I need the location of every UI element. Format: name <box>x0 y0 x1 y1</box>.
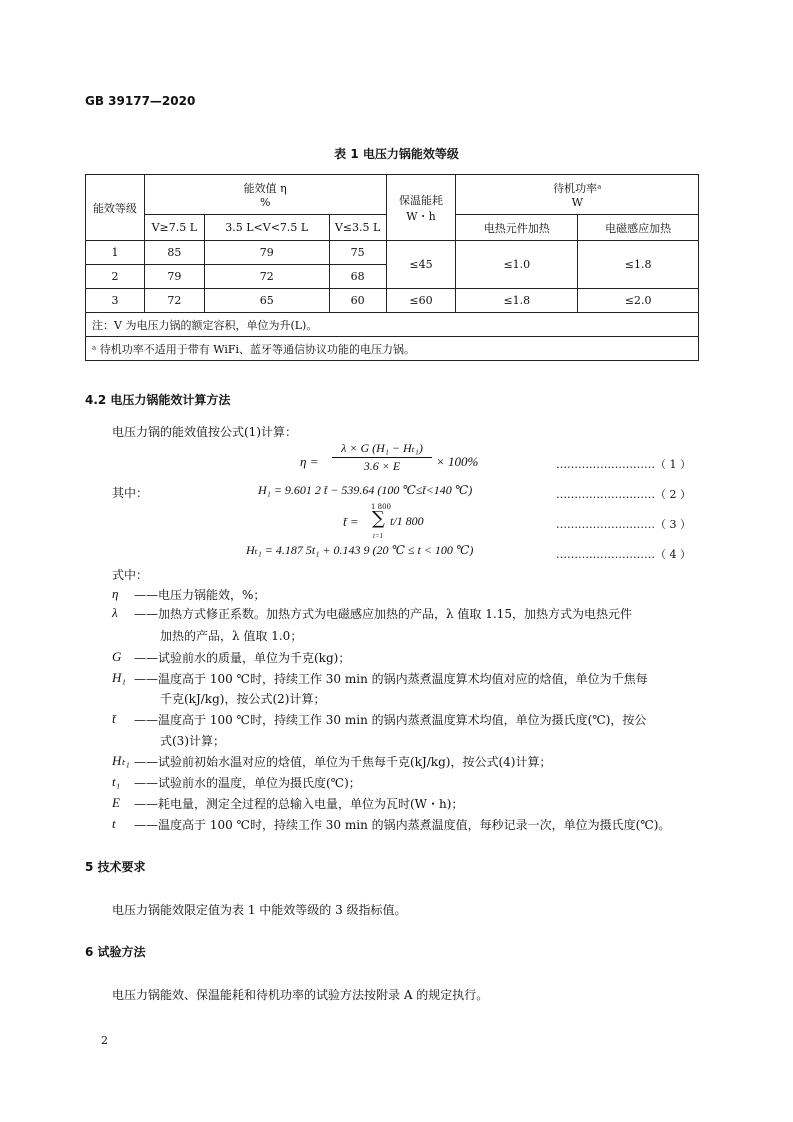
def-symbol: Hₜ₁ <box>112 753 130 768</box>
cell-elem-12: ≤1.0 <box>456 241 578 289</box>
section-4-2-intro: 电压力锅的能效值按公式(1)计算： <box>112 425 297 439</box>
cell-v2: 65 <box>204 289 329 313</box>
header-standby-unit: W <box>571 196 583 209</box>
formula-3-number: ………………………（ 3 ） <box>556 518 691 531</box>
cell-v1: 72 <box>144 289 204 313</box>
header-grade: 能效等级 <box>86 175 145 241</box>
formula-1-lhs: η = <box>300 454 319 469</box>
sub-v1: V≥7.5 L <box>144 215 204 241</box>
sigma-symbol: ∑ <box>372 508 385 529</box>
def-symbol: G <box>112 649 122 664</box>
fraction-bar <box>332 457 432 458</box>
def-text: ——试验前初始水温对应的焓值，单位为千焦每千克(kJ/kg)，按公式(4)计算； <box>134 755 552 769</box>
sum-upper-limit: 1 800 <box>370 503 392 511</box>
header-keep-warm <box>386 175 456 241</box>
where-label: 其中： <box>112 486 149 500</box>
formula-1-fraction <box>332 441 432 474</box>
def-text: ——温度高于 100 ℃时，持续工作 30 min 的锅内蒸煮温度值，每秒记录一次，单位为摄氏度(℃)。 <box>134 818 671 832</box>
def-symbol: t₁ <box>112 774 121 789</box>
def-symbol: E <box>112 795 120 810</box>
header-efficiency-unit: % <box>259 196 271 209</box>
header-standby-label: 待机功率ᵃ <box>553 182 602 195</box>
formula-1-numerator: λ × G (H₁ − Hₜ₁) <box>341 441 423 455</box>
def-text: ——温度高于 100 ℃时，持续工作 30 min 的锅内蒸煮温度算术均值，单位为摄氏度(℃)，按公 <box>134 713 647 727</box>
header-standby <box>456 175 699 215</box>
cell-v1: 85 <box>144 241 204 265</box>
section-5-heading: 5 技术要求 <box>85 860 146 874</box>
formula-3-lhs: t̄ = <box>343 514 359 529</box>
section-5-body: 电压力锅能效限定值为表 1 中能效等级的 3 级指标值。 <box>112 903 407 917</box>
def-symbol: t <box>112 816 116 831</box>
def-text: ——温度高于 100 ℃时，持续工作 30 min 的锅内蒸煮温度算术均值对应的焓值，单位为千焦每 <box>134 672 648 686</box>
def-text: ——试验前水的质量，单位为千克(kg)； <box>134 651 351 665</box>
section-4-2-heading: 4.2 电压力锅能效计算方法 <box>85 393 231 407</box>
cell-grade: 2 <box>86 265 145 289</box>
cell-keep-3: ≤60 <box>386 289 456 313</box>
formula-2-number: ………………………（ 2 ） <box>556 488 691 501</box>
def-text: ——耗电量，测定全过程的总输入电量，单位为瓦时(W・h)； <box>134 797 464 811</box>
formula-1-denominator: 3.6 × E <box>363 459 401 473</box>
def-text-continued: 加热的产品，λ 值取 1.0； <box>160 629 303 643</box>
header-keep-warm-label: 保温能耗 <box>399 193 443 207</box>
def-symbol: t̄ <box>112 711 116 726</box>
section-6-heading: 6 试验方法 <box>85 945 146 959</box>
sub-induction-heating: 电磁感应加热 <box>578 215 699 241</box>
def-symbol: η <box>112 586 119 601</box>
table-row <box>86 289 699 313</box>
cell-v2: 79 <box>204 241 329 265</box>
cell-v1: 79 <box>144 265 204 289</box>
table-note-2: ᵃ 待机功率不适用于带有 WiFi、蓝牙等通信协议功能的电压力锅。 <box>86 337 699 361</box>
cell-elem-3: ≤1.8 <box>456 289 578 313</box>
cell-v3: 60 <box>329 289 386 313</box>
def-text: ——试验前水的温度，单位为摄氏度(℃)； <box>134 776 361 790</box>
def-text-continued: 式(3)计算； <box>160 734 225 748</box>
def-text-continued: 千克(kJ/kg)，按公式(2)计算； <box>160 692 326 706</box>
header-efficiency-label: 能效值 η <box>243 182 287 195</box>
def-text: ——电压力锅能效，%； <box>134 588 266 602</box>
formula-1-tail: × 100% <box>436 454 479 469</box>
cell-v3: 68 <box>329 265 386 289</box>
efficiency-grade-table <box>85 174 699 361</box>
formula-1-number: ………………………（ 1 ） <box>556 458 691 471</box>
formula-4: Hₜ₁ = 4.187 5t₁ + 0.143 9 (20 ℃ ≤ t < 100 ℃) <box>246 543 474 557</box>
sub-element-heating: 电热元件加热 <box>456 215 578 241</box>
cell-induct-12: ≤1.8 <box>578 241 699 289</box>
section-6-body: 电压力锅能效、保温能耗和待机功率的试验方法按附录 A 的规定执行。 <box>112 988 489 1002</box>
cell-keep-12: ≤45 <box>386 241 456 289</box>
cell-v2: 72 <box>204 265 329 289</box>
formula-3-rhs: t/1 800 <box>390 514 424 528</box>
page-number: 2 <box>101 1034 108 1047</box>
table-note-1: 注：V 为电压力锅的额定容积，单位为升(L)。 <box>86 313 699 337</box>
standard-number: GB 39177—2020 <box>85 94 196 108</box>
formula-4-number: ………………………（ 4 ） <box>556 548 691 561</box>
sub-v3: V≤3.5 L <box>329 215 386 241</box>
cell-grade: 3 <box>86 289 145 313</box>
def-text: ——加热方式修正系数。加热方式为电磁感应加热的产品，λ 值取 1.15，加热方式为电热元件 <box>134 607 632 621</box>
table-title: 表 1 电压力锅能效等级 <box>334 147 459 161</box>
shizhong-label: 式中： <box>112 568 149 582</box>
def-symbol: λ <box>112 605 118 620</box>
header-keep-warm-unit: W・h <box>406 209 436 223</box>
def-symbol: H₁ <box>112 670 126 685</box>
formula-2: H₁ = 9.601 2 t̄ − 539.64 (100 ℃≤t̄<140 ℃) <box>258 483 473 497</box>
cell-induct-3: ≤2.0 <box>578 289 699 313</box>
table-row <box>86 241 699 265</box>
sum-lower-limit: t=1 <box>373 532 384 540</box>
header-efficiency <box>144 175 386 215</box>
sub-v2: 3.5 L<V<7.5 L <box>204 215 329 241</box>
cell-v3: 75 <box>329 241 386 265</box>
cell-grade: 1 <box>86 241 145 265</box>
